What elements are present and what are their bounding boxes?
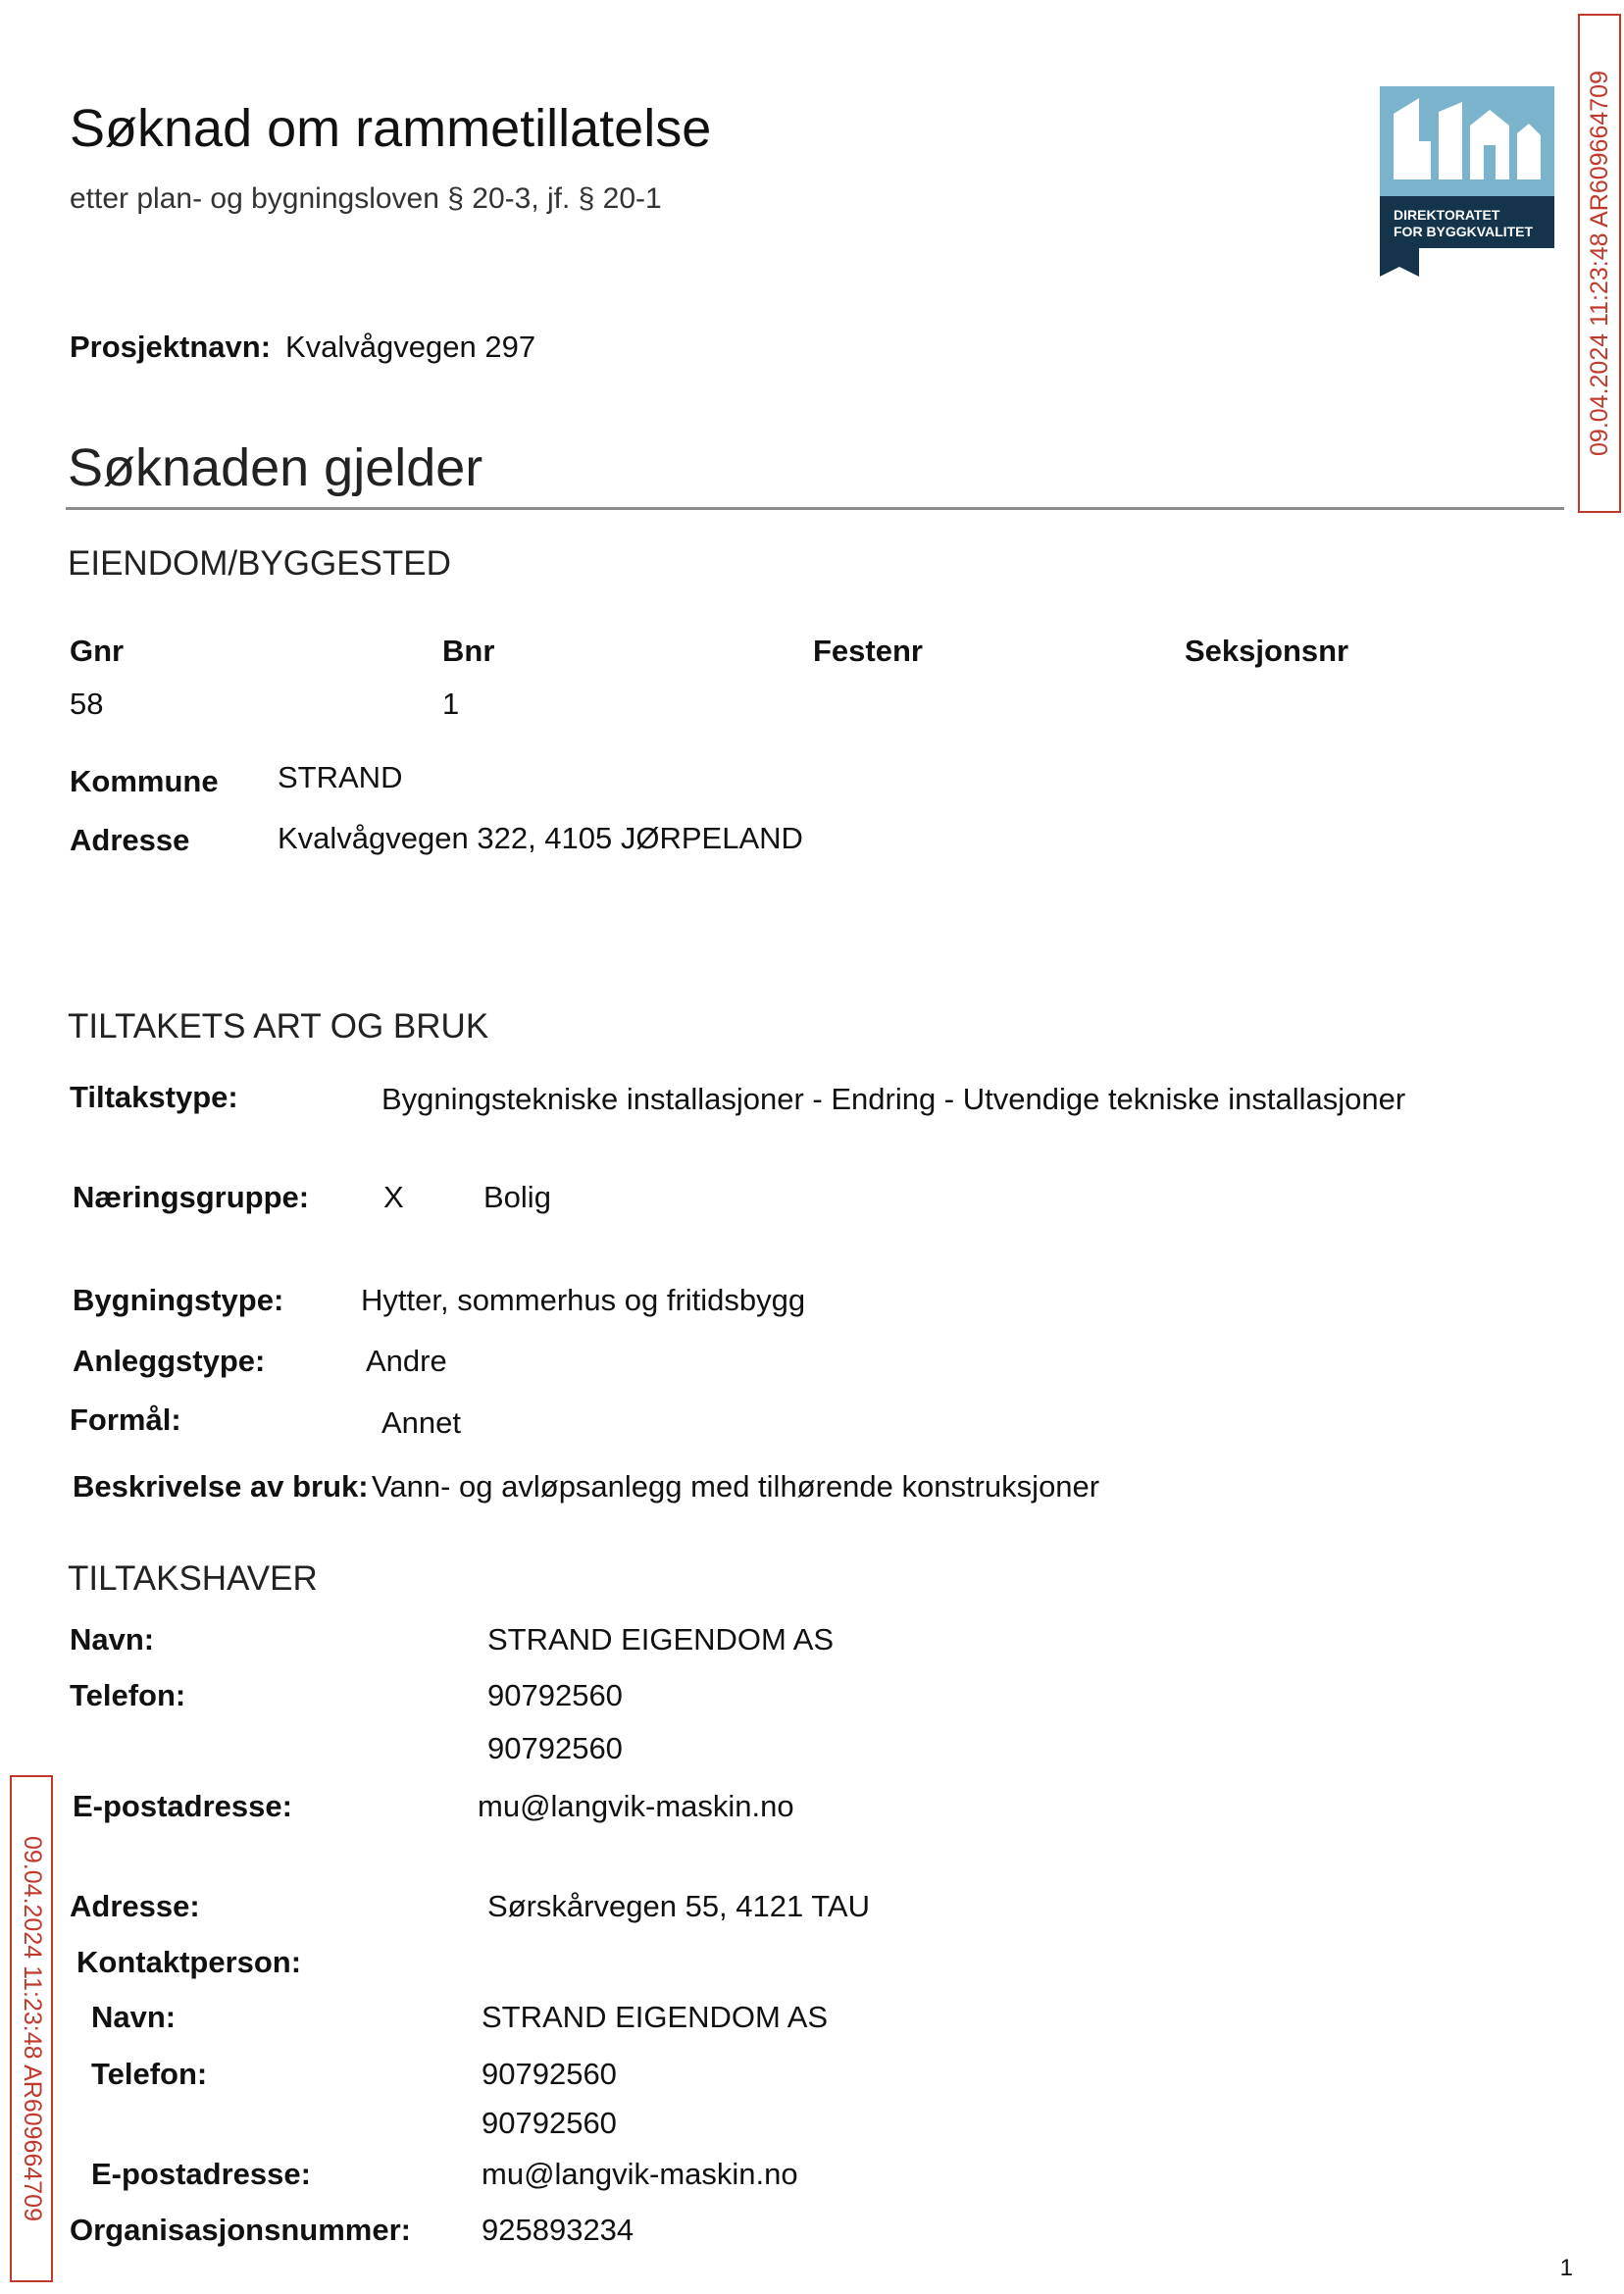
facility-type-label: Anleggstype: [73, 1344, 266, 1378]
measure-type-value: Bygningstekniske installasjoner - Endring - Utvendige tekniske installasjoner [381, 1082, 1406, 1116]
project-name-value: Kvalvågvegen 297 [285, 330, 536, 364]
contact-name-value: STRAND EIGENDOM AS [482, 2000, 829, 2034]
property-heading: EIENDOM/BYGGESTED [68, 544, 451, 583]
bnr-header: Bnr [442, 634, 495, 668]
contact-phone-label: Telefon: [91, 2057, 208, 2091]
contact-name-label: Navn: [91, 2000, 177, 2034]
stamp-text: 09.04.2024 11:23:48 AR609664709 [1585, 71, 1613, 456]
industry-group-label: Næringsgruppe: [73, 1180, 310, 1214]
document-title: Søknad om rammetillatelse [70, 99, 712, 158]
owner-address-label: Adresse: [70, 1889, 200, 1923]
section-divider [66, 507, 1564, 510]
contact-person-label: Kontaktperson: [76, 1945, 302, 1979]
owner-phone-value-2: 90792560 [487, 1731, 623, 1765]
contact-phone-value: 90792560 [482, 2057, 617, 2091]
facility-type-value: Andre [366, 1344, 447, 1378]
owner-email-value: mu@langvik-maskin.no [478, 1789, 794, 1823]
usage-description-label: Beskrivelse av bruk: [73, 1469, 369, 1504]
building-type-label: Bygningstype: [73, 1283, 284, 1317]
stamp-text: 09.04.2024 11:23:48 AR609664709 [18, 1836, 46, 2221]
section-title: Søknaden gjelder [68, 438, 483, 497]
timestamp-stamp-top [1578, 14, 1621, 513]
festenr-header: Festenr [813, 634, 923, 668]
owner-name-label: Navn: [70, 1622, 155, 1657]
contact-phone-value-2: 90792560 [482, 2106, 617, 2140]
logo-text-line1: DIREKTORATET [1394, 207, 1500, 223]
contact-email-label: E-postadresse: [91, 2157, 311, 2191]
bnr-value: 1 [442, 687, 460, 721]
project-name-label: Prosjektnavn: [70, 330, 272, 364]
property-address-value: Kvalvågvegen 322, 4105 JØRPELAND [278, 821, 803, 855]
industry-group-value: Bolig [483, 1180, 551, 1214]
org-number-label: Organisasjonsnummer: [70, 2213, 411, 2247]
purpose-label: Formål: [70, 1402, 181, 1437]
dibk-logo [1380, 86, 1554, 277]
building-type-value: Hytter, sommerhus og fritidsbygg [361, 1283, 806, 1317]
document-subtitle: etter plan- og bygningsloven § 20-3, jf. § 20-1 [70, 182, 662, 215]
owner-email-label: E-postadresse: [73, 1789, 292, 1823]
dibk-logo-icon [1380, 86, 1554, 277]
owner-address-value: Sørskårvegen 55, 4121 TAU [487, 1889, 870, 1923]
contact-email-value: mu@langvik-maskin.no [482, 2157, 798, 2191]
purpose-value: Annet [381, 1405, 462, 1440]
usage-description-value: Vann- og avløpsanlegg med tilhørende konstruksjoner [372, 1469, 1100, 1504]
measure-heading: TILTAKETS ART OG BRUK [68, 1007, 489, 1045]
page-number: 1 [1559, 2255, 1573, 2281]
org-number-value: 925893234 [482, 2213, 634, 2247]
logo-text-line2: FOR BYGGKVALITET [1394, 224, 1534, 239]
timestamp-stamp-left [10, 1775, 53, 2282]
gnr-header: Gnr [70, 634, 125, 668]
seksjonsnr-header: Seksjonsnr [1185, 634, 1349, 668]
municipality-value: STRAND [278, 760, 403, 794]
owner-phone-value: 90792560 [487, 1678, 623, 1712]
measure-type-label: Tiltakstype: [70, 1080, 238, 1114]
municipality-label: Kommune [70, 764, 219, 798]
industry-group-code: X [383, 1180, 404, 1214]
property-address-label: Adresse [70, 823, 190, 857]
owner-name-value: STRAND EIGENDOM AS [487, 1622, 835, 1657]
owner-phone-label: Telefon: [70, 1678, 186, 1712]
gnr-value: 58 [70, 687, 104, 721]
owner-heading: TILTAKSHAVER [68, 1559, 318, 1598]
